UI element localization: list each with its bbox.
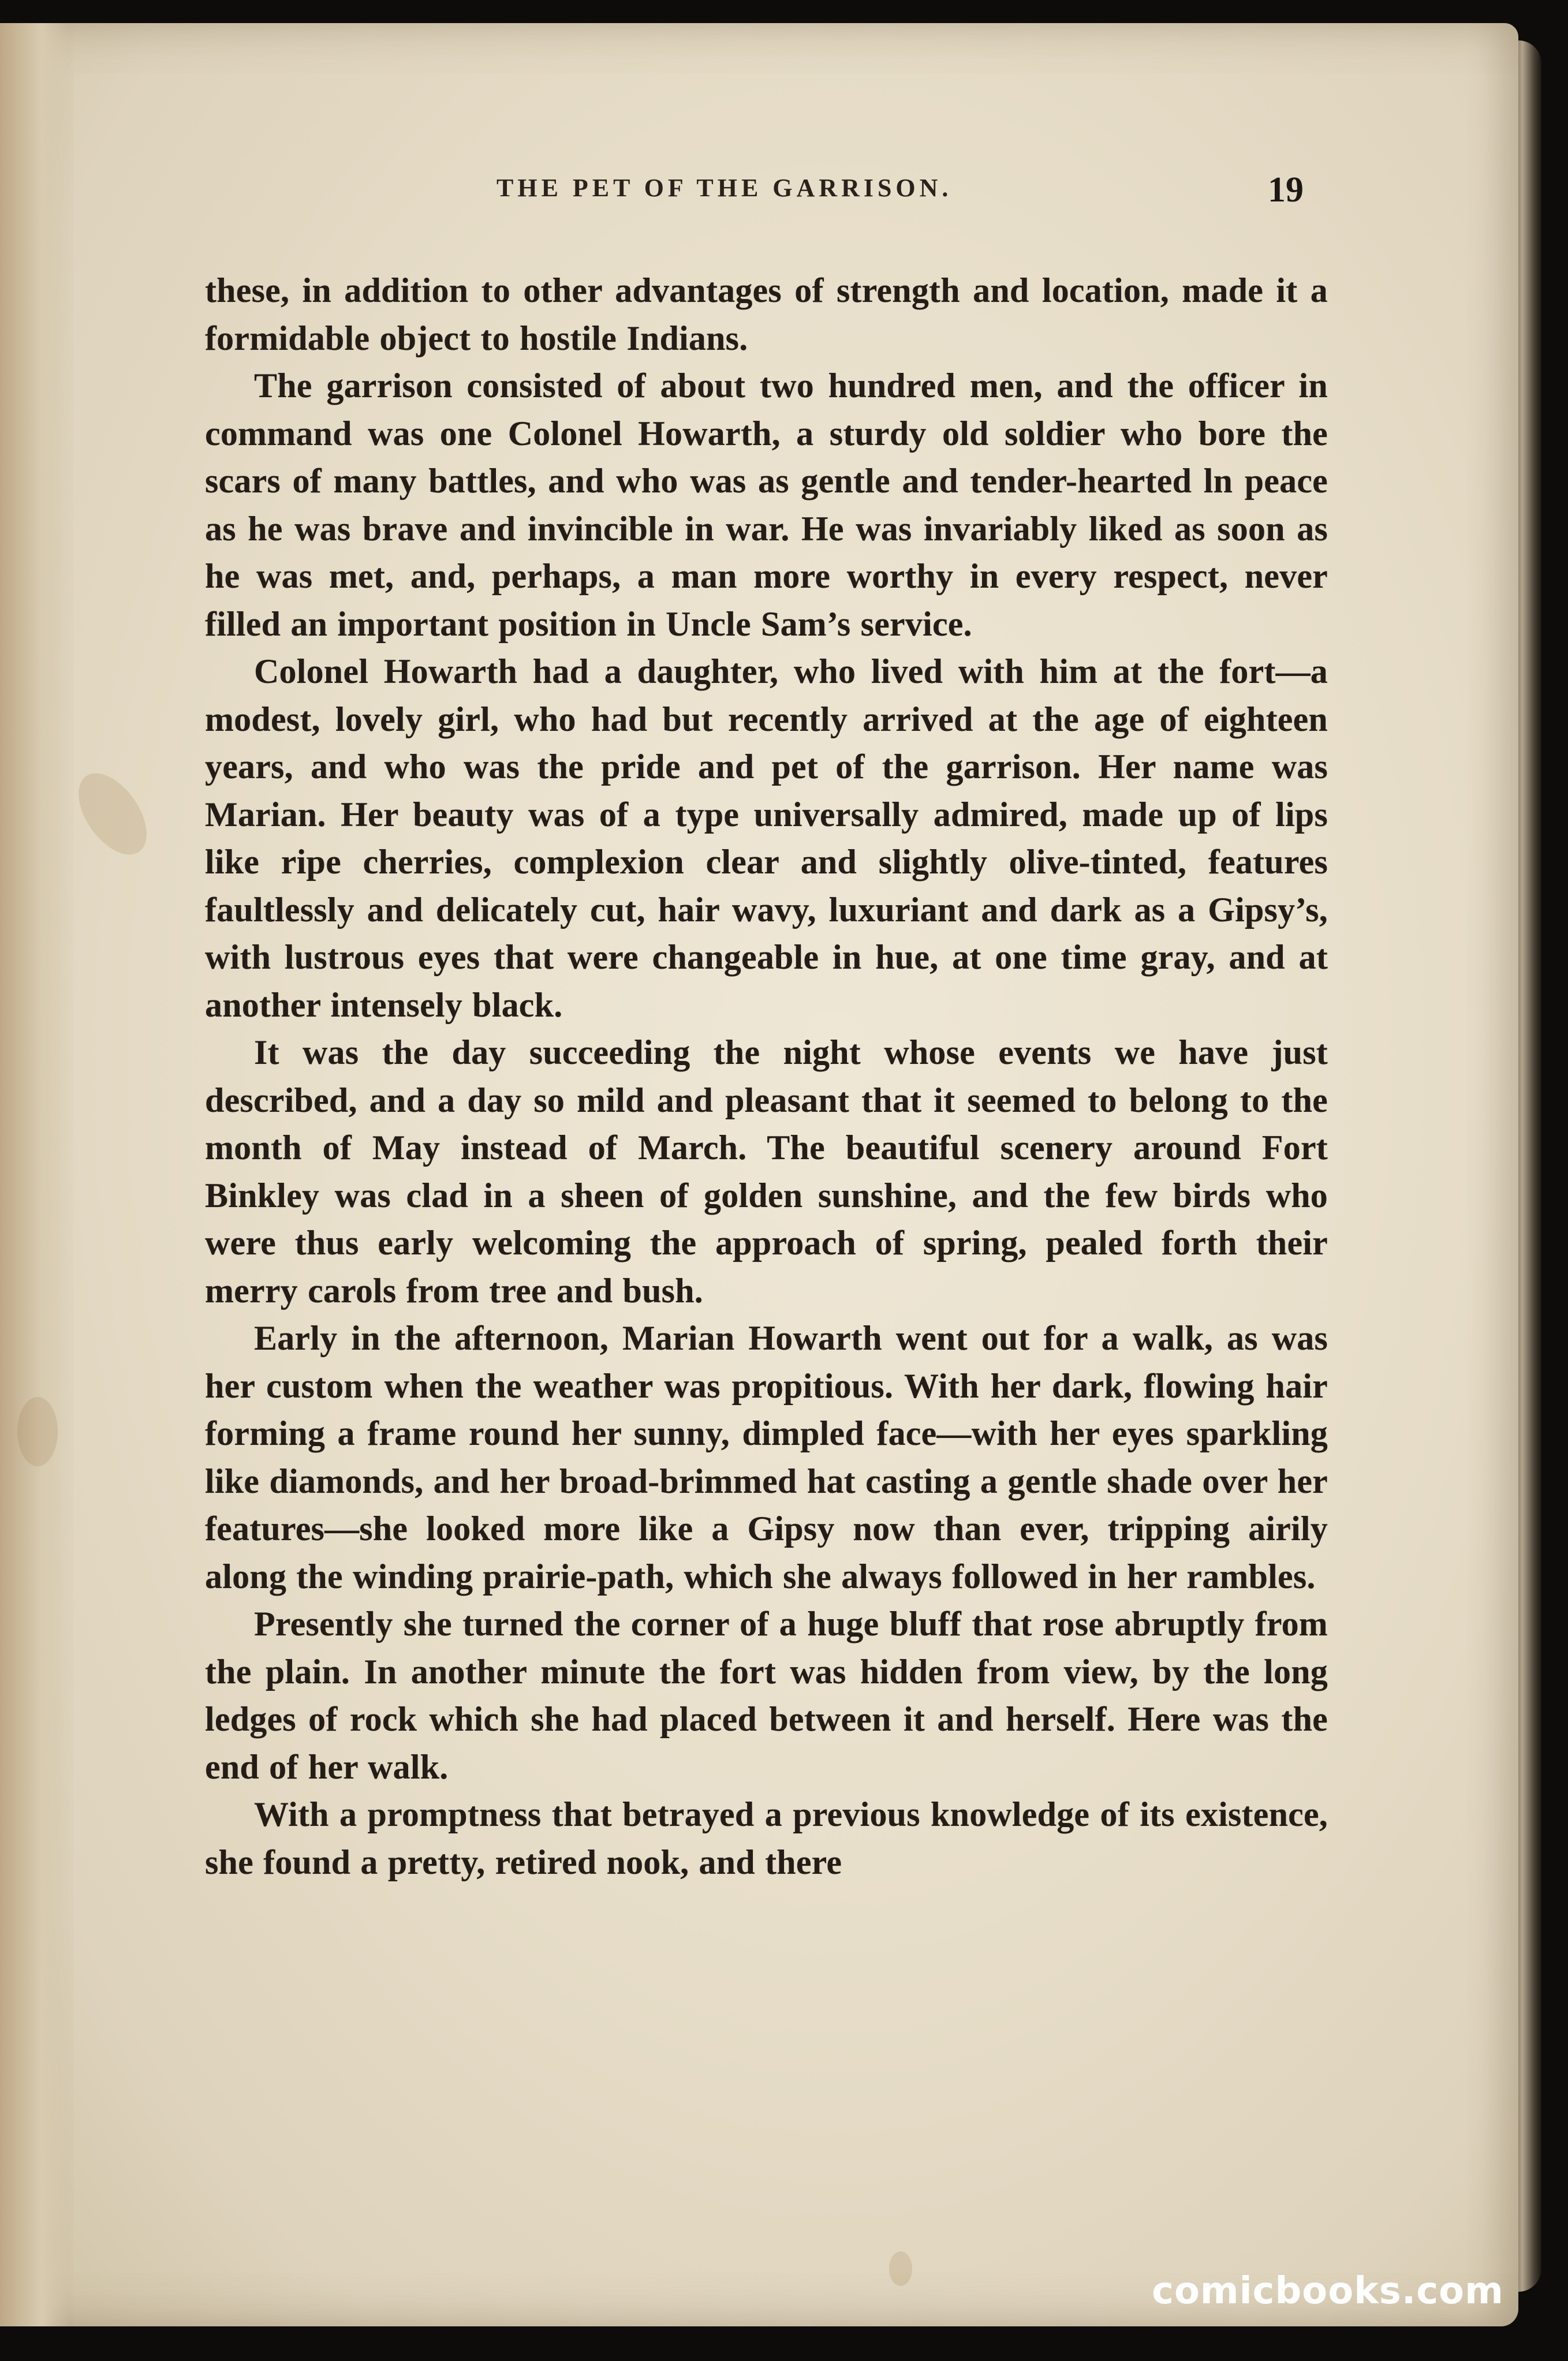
- paragraph: With a promptness that betrayed a previous knowledge of its existence, she found a pretty, retired nook, and there: [205, 1795, 1328, 1881]
- paragraph: The garrison consisted of about two hundred men, and the officer in command was one Colonel Howarth, a sturdy old soldier who bore the scars of many battles, and who was as gentle and tender-hearted ln peace as he was brave and invincible in war. He was invariably liked as soon as he was met, and, perhaps, a man more worthy in every respect, never filled an important position in Uncle Sam’s service.: [205, 367, 1328, 643]
- page-number: 19: [1268, 170, 1304, 210]
- paragraph: these, in addition to other advantages of strength and location, made it a formidable object to hostile Indians.: [205, 271, 1328, 357]
- body-text: [205, 267, 1328, 1886]
- paragraph: Presently she turned the corner of a huge bluff that rose abruptly from the plain. In another minute the fort was hidden from view, by the long ledges of rock which she had placed between it and herself. Here was the end of her walk.: [205, 1605, 1328, 1786]
- foxing-stain: [17, 1397, 58, 1466]
- foxing-stain: [889, 2251, 912, 2286]
- paragraph: Colonel Howarth had a daughter, who lived with him at the fort—a modest, lovely girl, who had but recently arrived at the age of eighteen years, and who was the pride and pet of the garrison. Her name was Marian. Her beauty was of a type universally admired, made up of lips like ripe cherries, complexion clear and slightly olive-tinted, features faultlessly and delicately cut, hair wavy, luxuriant and dark as a Gipsy’s, with lustrous eyes that were changeable in hue, at one time gray, and at another intensely black.: [205, 652, 1328, 1024]
- spine-gutter: [0, 23, 69, 2326]
- running-title: THE PET OF THE GARRISON.: [496, 174, 953, 202]
- watermark: comicbooks.com: [1152, 2270, 1504, 2313]
- paragraph: Early in the afternoon, Marian Howarth went out for a walk, as was her custom when the weather was propitious. With her dark, flowing hair forming a frame round her sunny, dimpled face—with her eyes sparkling like diamonds, and her broad-brimmed hat casting a gentle shade over her features—she looked more like a Gipsy now than ever, tripping airily along the winding prairie-path, which she always followed in her rambles.: [205, 1319, 1328, 1596]
- paragraph: It was the day succeeding the night whose events we have just described, and a day so mild and pleasant that it seemed to belong to the month of May instead of March. The beautiful scenery around Fort Binkley was clad in a sheen of golden sunshine, and the few birds who were thus early welcoming the approach of spring, pealed forth their merry carols from tree and bush.: [205, 1033, 1328, 1310]
- page-header: [0, 170, 1568, 219]
